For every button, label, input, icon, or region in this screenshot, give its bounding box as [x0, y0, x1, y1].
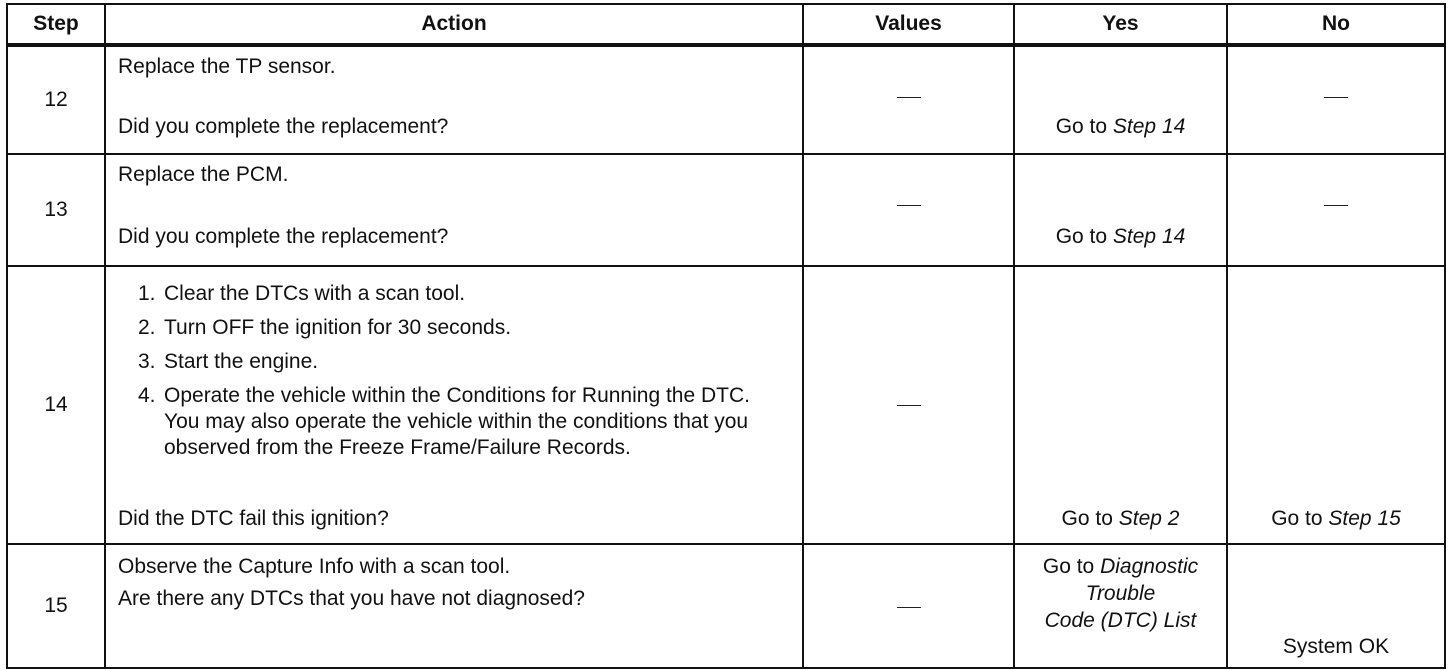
action-text: Replace the TP sensor. — [118, 55, 336, 78]
header-step: Step — [7, 4, 105, 45]
substep-list — [138, 281, 798, 469]
table-row-step-14 — [7, 266, 1445, 544]
action-cell — [105, 154, 803, 266]
yes-goto-link[interactable]: Go to Step 14 — [1055, 225, 1186, 248]
action-cell — [105, 544, 803, 668]
yes-goto-link[interactable]: Go to Step 2 — [1061, 507, 1180, 530]
list-item: 2. Turn OFF the ignition for 30 seconds. — [138, 316, 512, 339]
action-text: Replace the PCM. — [118, 163, 289, 186]
no-goto-link[interactable]: Go to Step 15 — [1271, 507, 1401, 530]
action-question: Did you complete the replacement? — [118, 225, 449, 248]
header-yes: Yes — [1014, 4, 1227, 45]
header-no: No — [1227, 4, 1445, 45]
header-values: Values — [803, 4, 1014, 45]
no-cell — [1227, 45, 1445, 154]
action-text: Observe the Capture Info with a scan tool. — [118, 555, 511, 578]
action-cell — [105, 45, 803, 154]
header-action: Action — [105, 4, 803, 45]
header-row — [7, 4, 1445, 45]
yes-cell — [1014, 544, 1227, 668]
yes-goto-link[interactable]: Go to Diagnostic Trouble Code (DTC) List — [1042, 555, 1199, 632]
yes-goto-link[interactable]: Go to Step 14 — [1055, 115, 1186, 138]
action-question: Did the DTC fail this ignition? — [118, 507, 389, 530]
step-number: 14 — [7, 266, 105, 544]
no-result: System OK — [1282, 635, 1390, 658]
no-cell — [1227, 544, 1445, 668]
table-row-step-13 — [7, 154, 1445, 266]
values-cell — [803, 544, 1014, 668]
step-number: 13 — [7, 154, 105, 266]
diagnostic-table — [6, 3, 1446, 669]
values-cell — [803, 266, 1014, 544]
yes-cell — [1014, 266, 1227, 544]
step-number: 15 — [7, 544, 105, 668]
action-cell — [105, 266, 803, 544]
values-cell — [803, 45, 1014, 154]
table-row-step-12 — [7, 45, 1445, 154]
action-question: Did you complete the replacement? — [118, 115, 449, 138]
no-cell — [1227, 154, 1445, 266]
values-cell — [803, 154, 1014, 266]
table-row-step-15 — [7, 544, 1445, 668]
list-item: 3. Start the engine. — [138, 350, 319, 373]
list-item: 1. Clear the DTCs with a scan tool. — [138, 282, 466, 305]
no-cell — [1227, 266, 1445, 544]
yes-cell — [1014, 45, 1227, 154]
action-question: Are there any DTCs that you have not diagnosed? — [118, 587, 585, 610]
yes-cell — [1014, 154, 1227, 266]
step-number: 12 — [7, 45, 105, 154]
list-item: 4. Operate the vehicle within the Conditions for Running the DTC. You may also operate the vehicle within the conditions that you observed from the Freeze Frame/Failure Records. — [138, 384, 750, 459]
